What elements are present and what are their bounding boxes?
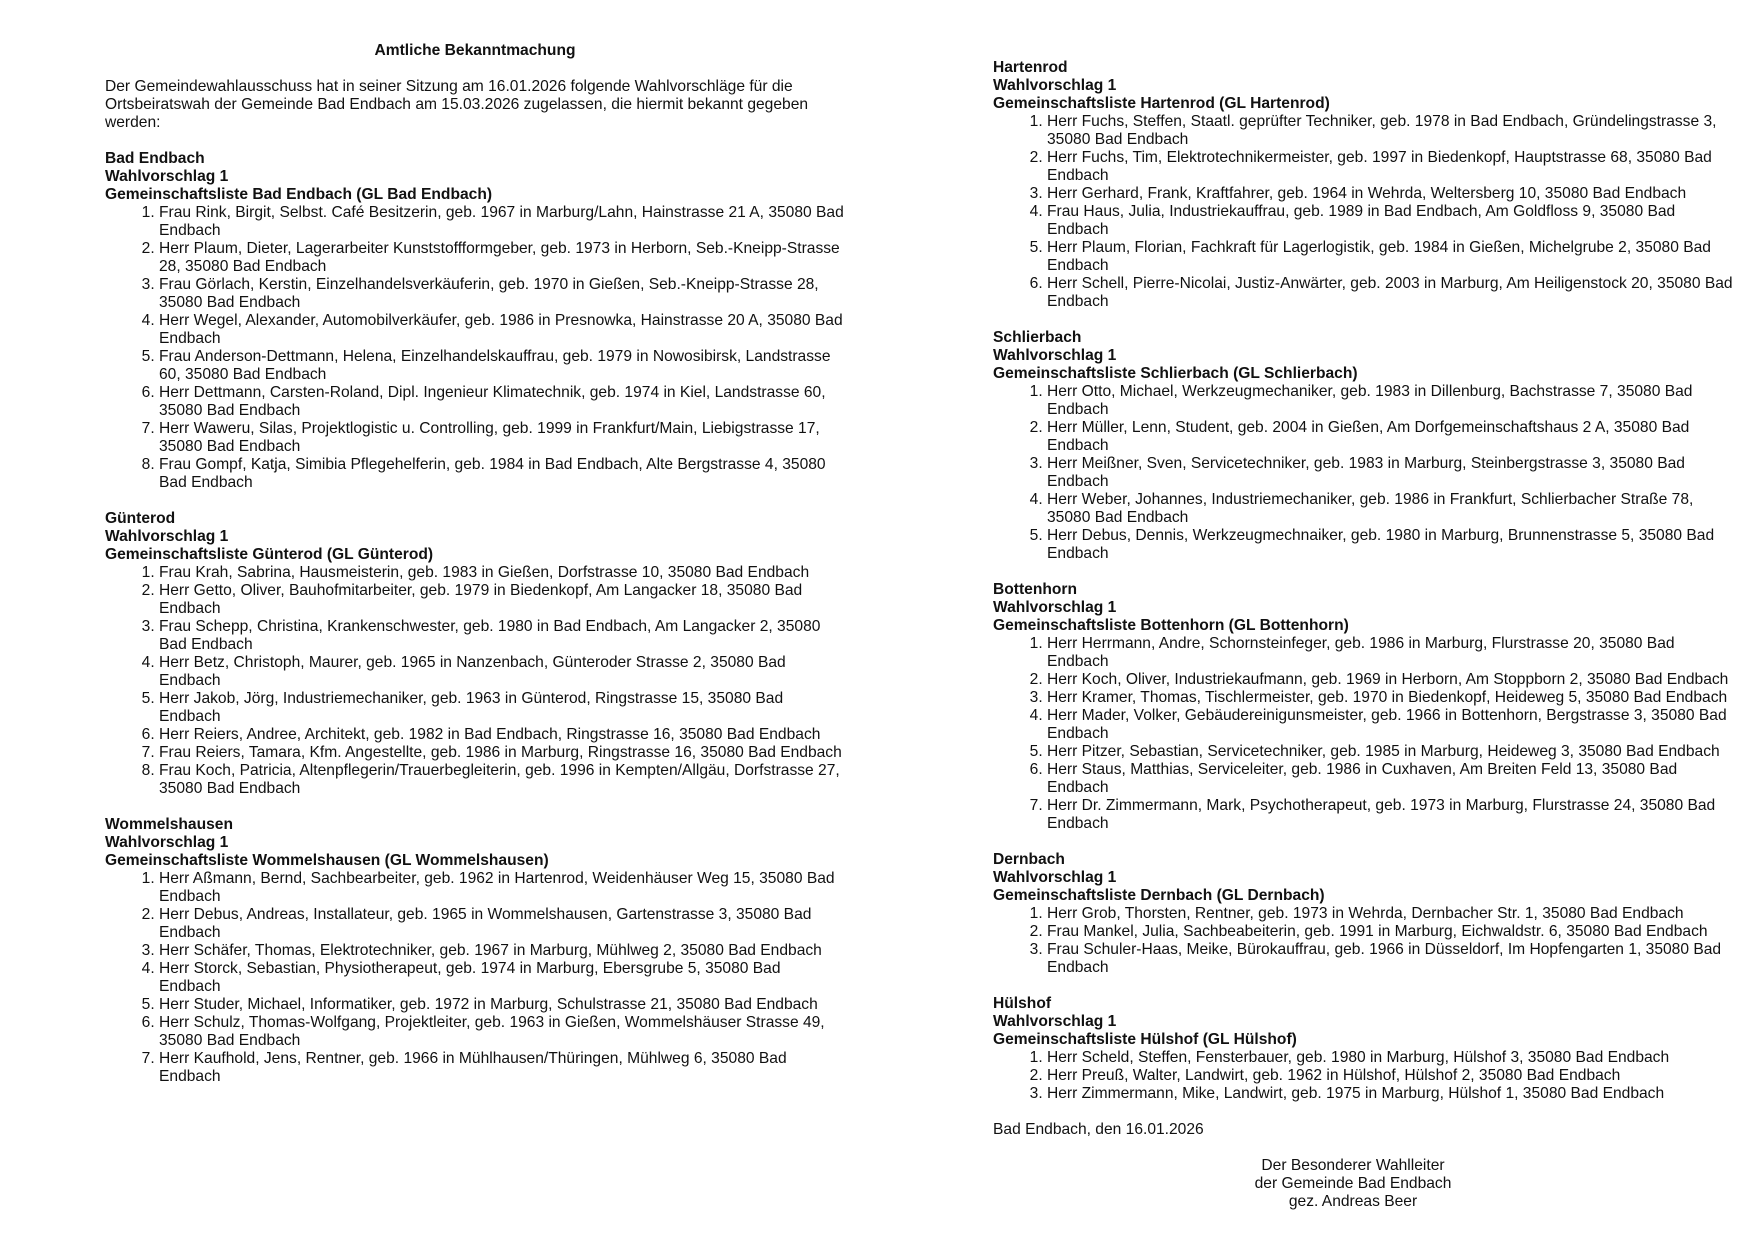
candidate-item: 1. Herr Otto, Michael, Werkzeugmechaniker, geb. 1983 in Dillenburg, Bachstrasse 7, 35080 Bad Endbach: [1047, 383, 1733, 419]
candidate-item: 3. Herr Kramer, Thomas, Tischlermeister, geb. 1970 in Biedenkopf, Heideweg 5, 35080 Bad Endbach: [1047, 689, 1733, 707]
proposal-heading: Wahlvorschlag 1: [105, 528, 229, 545]
proposal-heading: Wahlvorschlag 1: [993, 77, 1117, 94]
election-section: [993, 59, 1733, 311]
candidate-item: 6. Herr Staus, Matthias, Serviceleiter, geb. 1986 in Cuxhaven, Am Breiten Feld 13, 35080 Bad Endbach: [1047, 761, 1733, 797]
election-section: [993, 581, 1733, 833]
signature-block: [1168, 1157, 1538, 1211]
document-title: Amtliche Bekanntmachung: [374, 42, 576, 59]
candidate-item: 5. Herr Jakob, Jörg, Industriemechaniker, geb. 1963 in Günterod, Ringstrasse 15, 35080 Bad Endbach: [159, 690, 845, 726]
proposal-heading: Wahlvorschlag 1: [993, 347, 1117, 364]
list-heading: Gemeinschaftsliste Schlierbach (GL Schlierbach): [993, 365, 1358, 382]
intro-paragraph: Der Gemeindewahlausschuss hat in seiner Sitzung am 16.01.2026 folgende Wahlvorschläge für die Ortsbeiratswah der Gemeinde Bad Endbach am 15.03.2026 zugelassen, die hiermit bekannt gegeben werden:: [105, 78, 809, 131]
district-heading: Günterod: [105, 510, 176, 527]
candidate-list: [993, 905, 1733, 977]
candidate-item: 4. Herr Wegel, Alexander, Automobilverkäufer, geb. 1986 in Presnowka, Hainstrasse 20 A, 35080 Bad Endbach: [159, 312, 845, 348]
candidate-item: 2. Herr Debus, Andreas, Installateur, geb. 1965 in Wommelshausen, Gartenstrasse 3, 35080 Bad Endbach: [159, 906, 845, 942]
candidate-list: [105, 564, 845, 798]
list-heading: Gemeinschaftsliste Bottenhorn (GL Bottenhorn): [993, 617, 1349, 634]
place-date: Bad Endbach, den 16.01.2026: [993, 1121, 1204, 1138]
candidate-item: 1. Frau Rink, Birgit, Selbst. Café Besitzerin, geb. 1967 in Marburg/Lahn, Hainstrasse 21 A, 35080 Bad Endbach: [159, 204, 845, 240]
candidate-item: 4. Frau Haus, Julia, Industriekauffrau, geb. 1989 in Bad Endbach, Am Goldfloss 9, 35080 Bad Endbach: [1047, 203, 1733, 239]
candidate-item: 7. Frau Reiers, Tamara, Kfm. Angestellte, geb. 1986 in Marburg, Ringstrasse 16, 35080 Bad Endbach: [159, 744, 845, 762]
candidate-item: 8. Frau Gompf, Katja, Simibia Pflegehelferin, geb. 1984 in Bad Endbach, Alte Bergstrasse 4, 35080 Bad Endbach: [159, 456, 845, 492]
candidate-item: 1. Herr Grob, Thorsten, Rentner, geb. 1973 in Wehrda, Dernbacher Str. 1, 35080 Bad Endbach: [1047, 905, 1733, 923]
candidate-list: [993, 1049, 1733, 1103]
candidate-item: 3. Frau Schuler-Haas, Meike, Bürokauffrau, geb. 1966 in Düsseldorf, Im Hopfengarten 1, 35080 Bad Endbach: [1047, 941, 1733, 977]
candidate-item: 7. Herr Dr. Zimmermann, Mark, Psychotherapeut, geb. 1973 in Marburg, Flurstrasse 24, 35080 Bad Endbach: [1047, 797, 1733, 833]
signature-line-municipality: der Gemeinde Bad Endbach: [1254, 1175, 1452, 1192]
signature-line-title: Der Besonderer Wahlleiter: [1261, 1157, 1445, 1174]
election-section: [993, 851, 1733, 977]
district-heading: Bad Endbach: [105, 150, 205, 167]
candidate-item: 4. Herr Storck, Sebastian, Physiotherapeut, geb. 1974 in Marburg, Ebersgrube 5, 35080 Bad Endbach: [159, 960, 845, 996]
candidate-list: [105, 204, 845, 492]
proposal-heading: Wahlvorschlag 1: [993, 599, 1117, 616]
candidate-item: 6. Herr Schulz, Thomas-Wolfgang, Projektleiter, geb. 1963 in Gießen, Wommelshäuser Strasse 49, 35080 Bad Endbach: [159, 1014, 845, 1050]
candidate-item: 1. Herr Scheld, Steffen, Fensterbauer, geb. 1980 in Marburg, Hülshof 3, 35080 Bad Endbach: [1047, 1049, 1733, 1067]
election-section: [105, 150, 845, 492]
candidate-list: [993, 113, 1733, 311]
candidate-item: 5. Herr Studer, Michael, Informatiker, geb. 1972 in Marburg, Schulstrasse 21, 35080 Bad Endbach: [159, 996, 845, 1014]
candidate-item: 6. Herr Dettmann, Carsten-Roland, Dipl. Ingenieur Klimatechnik, geb. 1974 in Kiel, Landstrasse 60, 35080 Bad Endbach: [159, 384, 845, 420]
list-heading: Gemeinschaftsliste Bad Endbach (GL Bad Endbach): [105, 186, 493, 203]
district-heading: Wommelshausen: [105, 816, 233, 833]
candidate-item: 1. Herr Herrmann, Andre, Schornsteinfeger, geb. 1986 in Marburg, Flurstrasse 20, 35080 Bad Endbach: [1047, 635, 1733, 671]
election-section: [105, 816, 845, 1086]
candidate-item: 1. Herr Fuchs, Steffen, Staatl. geprüfter Techniker, geb. 1978 in Bad Endbach, Gründelingstrasse 3, 35080 Bad Endbach: [1047, 113, 1733, 149]
candidate-item: 2. Frau Mankel, Julia, Sachbeabeiterin, geb. 1991 in Marburg, Eichwaldstr. 6, 35080 Bad Endbach: [1047, 923, 1733, 941]
candidate-item: 8. Frau Koch, Patricia, Altenpflegerin/Trauerbegleiterin, geb. 1996 in Kempten/Allgäu, Dorfstrasse 27, 35080 Bad Endbach: [159, 762, 845, 798]
candidate-item: 2. Herr Koch, Oliver, Industriekaufmann, geb. 1969 in Herborn, Am Stoppborn 2, 35080 Bad Endbach: [1047, 671, 1733, 689]
candidate-list: [993, 635, 1733, 833]
candidate-item: 4. Herr Mader, Volker, Gebäudereinigunsmeister, geb. 1966 in Bottenhorn, Bergstrasse 3, 35080 Bad Endbach: [1047, 707, 1733, 743]
candidate-list: [105, 870, 845, 1086]
candidate-item: 3. Herr Zimmermann, Mike, Landwirt, geb. 1975 in Marburg, Hülshof 1, 35080 Bad Endbach: [1047, 1085, 1733, 1103]
candidate-item: 5. Frau Anderson-Dettmann, Helena, Einzelhandelskauffrau, geb. 1979 in Nowosibirsk, Landstrasse 60, 35080 Bad Endbach: [159, 348, 845, 384]
election-section: [993, 995, 1733, 1103]
candidate-item: 3. Herr Meißner, Sven, Servicetechniker, geb. 1983 in Marburg, Steinbergstrasse 3, 35080 Bad Endbach: [1047, 455, 1733, 491]
candidate-item: 2. Herr Getto, Oliver, Bauhofmitarbeiter, geb. 1979 in Biedenkopf, Am Langacker 18, 35080 Bad Endbach: [159, 582, 845, 618]
candidate-item: 3. Herr Schäfer, Thomas, Elektrotechniker, geb. 1967 in Marburg, Mühlweg 2, 35080 Bad Endbach: [159, 942, 845, 960]
candidate-item: 3. Frau Schepp, Christina, Krankenschwester, geb. 1980 in Bad Endbach, Am Langacker 2, 35080 Bad Endbach: [159, 618, 845, 654]
right-column: [993, 0, 1733, 1211]
candidate-item: 1. Herr Aßmann, Bernd, Sachbearbeiter, geb. 1962 in Hartenrod, Weidenhäuser Weg 15, 35080 Bad Endbach: [159, 870, 845, 906]
candidate-item: 7. Herr Kaufhold, Jens, Rentner, geb. 1966 in Mühlhausen/Thüringen, Mühlweg 6, 35080 Bad Endbach: [159, 1050, 845, 1086]
candidate-item: 5. Herr Pitzer, Sebastian, Servicetechniker, geb. 1985 in Marburg, Heideweg 3, 35080 Bad Endbach: [1047, 743, 1733, 761]
list-heading: Gemeinschaftsliste Günterod (GL Günterod): [105, 546, 434, 563]
proposal-heading: Wahlvorschlag 1: [105, 834, 229, 851]
candidate-item: 2. Herr Müller, Lenn, Student, geb. 2004 in Gießen, Am Dorfgemeinschaftshaus 2 A, 35080 Bad Endbach: [1047, 419, 1733, 455]
list-heading: Gemeinschaftsliste Wommelshausen (GL Wommelshausen): [105, 852, 549, 869]
candidate-item: 3. Herr Gerhard, Frank, Kraftfahrer, geb. 1964 in Wehrda, Weltersberg 10, 35080 Bad Endbach: [1047, 185, 1733, 203]
left-sections: [105, 150, 845, 1086]
candidate-item: 2. Herr Fuchs, Tim, Elektrotechnikermeister, geb. 1997 in Biedenkopf, Hauptstrasse 68, 35080 Bad Endbach: [1047, 149, 1733, 185]
candidate-item: 6. Herr Reiers, Andree, Architekt, geb. 1982 in Bad Endbach, Ringstrasse 16, 35080 Bad Endbach: [159, 726, 845, 744]
proposal-heading: Wahlvorschlag 1: [105, 168, 229, 185]
district-heading: Dernbach: [993, 851, 1065, 868]
proposal-heading: Wahlvorschlag 1: [993, 869, 1117, 886]
candidate-item: 4. Herr Betz, Christoph, Maurer, geb. 1965 in Nanzenbach, Günteroder Strasse 2, 35080 Bad Endbach: [159, 654, 845, 690]
candidate-item: 4. Herr Weber, Johannes, Industriemechaniker, geb. 1986 in Frankfurt, Schlierbacher Straße 78, 35080 Bad Endbach: [1047, 491, 1733, 527]
proposal-heading: Wahlvorschlag 1: [993, 1013, 1117, 1030]
left-column: [105, 0, 845, 1104]
candidate-item: 5. Herr Plaum, Florian, Fachkraft für Lagerlogistik, geb. 1984 in Gießen, Michelgrube 2, 35080 Bad Endbach: [1047, 239, 1733, 275]
candidate-list: [993, 383, 1733, 563]
candidate-item: 5. Herr Debus, Dennis, Werkzeugmechnaiker, geb. 1980 in Marburg, Brunnenstrasse 5, 35080 Bad Endbach: [1047, 527, 1733, 563]
district-heading: Schlierbach: [993, 329, 1082, 346]
candidate-item: 3. Frau Görlach, Kerstin, Einzelhandelsverkäuferin, geb. 1970 in Gießen, Seb.-Kneipp-Strasse 28, 35080 Bad Endbach: [159, 276, 845, 312]
list-heading: Gemeinschaftsliste Dernbach (GL Dernbach): [993, 887, 1325, 904]
candidate-item: 7. Herr Waweru, Silas, Projektlogistic u. Controlling, geb. 1999 in Frankfurt/Main, Liebigstrasse 17, 35080 Bad Endbach: [159, 420, 845, 456]
candidate-item: 1. Frau Krah, Sabrina, Hausmeisterin, geb. 1983 in Gießen, Dorfstrasse 10, 35080 Bad Endbach: [159, 564, 845, 582]
list-heading: Gemeinschaftsliste Hülshof (GL Hülshof): [993, 1031, 1297, 1048]
signature-line-name: gez. Andreas Beer: [1288, 1193, 1418, 1210]
candidate-item: 2. Herr Preuß, Walter, Landwirt, geb. 1962 in Hülshof, Hülshof 2, 35080 Bad Endbach: [1047, 1067, 1733, 1085]
district-heading: Bottenhorn: [993, 581, 1078, 598]
election-section: [993, 329, 1733, 563]
list-heading: Gemeinschaftsliste Hartenrod (GL Hartenrod): [993, 95, 1330, 112]
right-sections: [993, 59, 1733, 1103]
district-heading: Hülshof: [993, 995, 1052, 1012]
candidate-item: 6. Herr Schell, Pierre-Nicolai, Justiz-Anwärter, geb. 2003 in Marburg, Am Heiligenstock 20, 35080 Bad Endbach: [1047, 275, 1733, 311]
election-section: [105, 510, 845, 798]
candidate-item: 2. Herr Plaum, Dieter, Lagerarbeiter Kunststoffformgeber, geb. 1973 in Herborn, Seb.-Kneipp-Strasse 28, 35080 Bad Endbach: [159, 240, 845, 276]
district-heading: Hartenrod: [993, 59, 1068, 76]
